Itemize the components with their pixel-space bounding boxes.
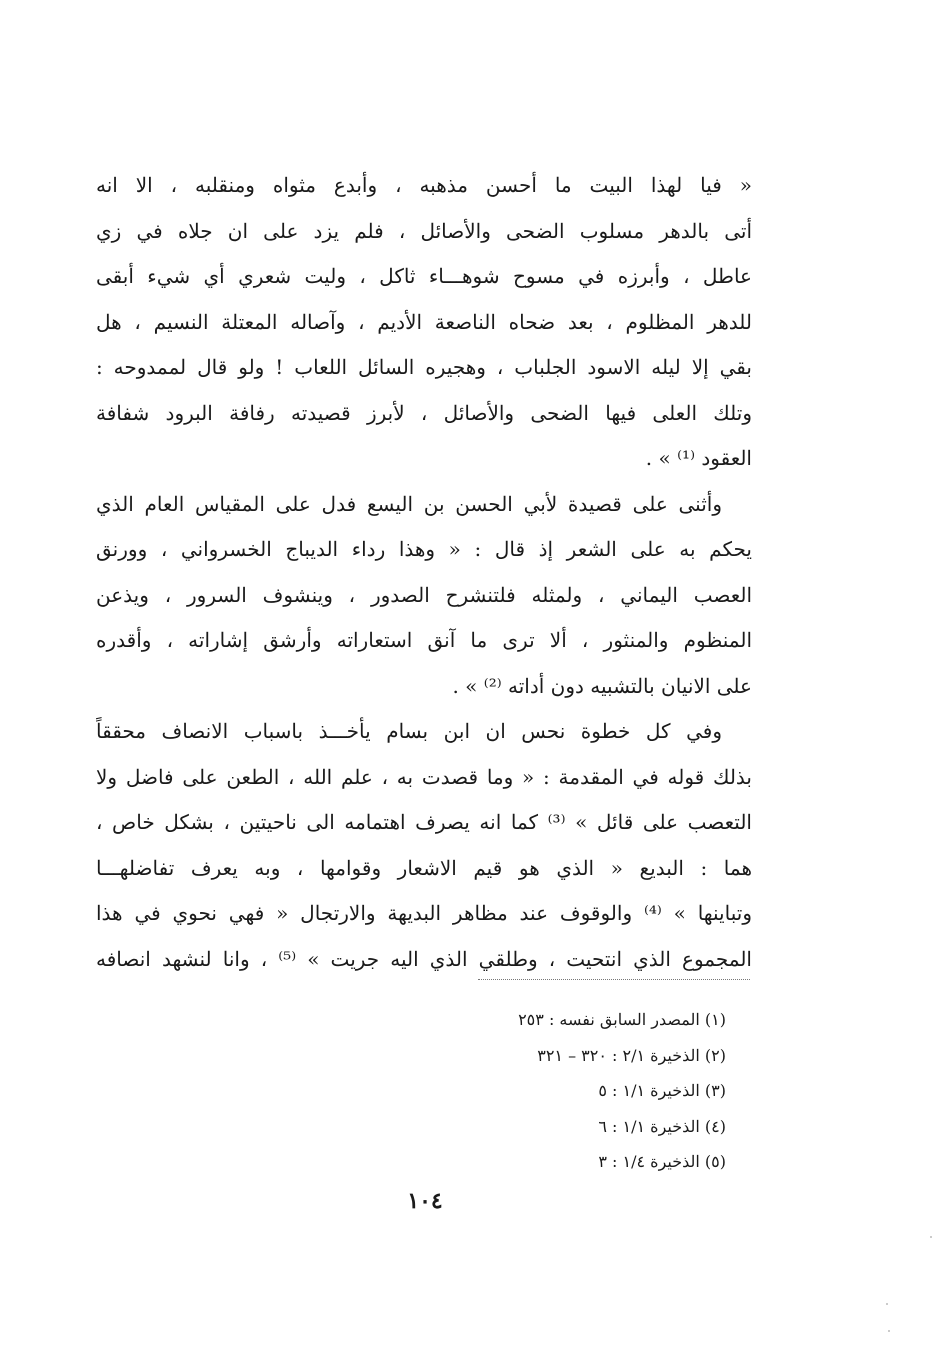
body-line-5: بقي إلا ليله الاسود الجلباب ، وهجيره السائل اللعاب ! ولو قال لممدوحه : — [96, 355, 752, 379]
footnote-divider — [478, 979, 750, 980]
footnote-3: (٣) الذخيرة ١/١ : ٥ — [598, 1081, 726, 1100]
body-line-12: على الانيان بالتشبيه دون أداته ⁽²⁾ » . — [452, 673, 752, 698]
footnotes — [426, 1002, 726, 1180]
footnote-1: (١) المصدر السابق نفسه : ٢٥٣ — [518, 1010, 726, 1029]
footnote-5: (٥) الذخيرة ١/٤ : ٣ — [598, 1152, 726, 1171]
body-line-16: هما : البديع « الذي هو قيم الاشعار وقوامها ، وبه يعرف تفاضلهـــا — [96, 855, 752, 880]
body-line-13: وفي كل خطوة نحس ان ابن بسام يأخـــذ باسباب الانصاف محققاً — [96, 719, 722, 743]
body-text — [96, 163, 752, 982]
body-line-17: وتباينها » ⁽⁴⁾ والوقوف عند مظاهر البديهة والارتجال « فهي نحوي في هذا — [96, 901, 752, 925]
body-line-1: « فيا لهذا البيت ما أحسن مذهبه ، وأبدع مثواه ومنقلبه ، الا انه — [96, 173, 752, 197]
footnote-4: (٤) الذخيرة ١/١ : ٦ — [598, 1116, 726, 1136]
body-line-6: وتلك العلى فيها الضحى والأصائل ، لأبرز قصيدته رفافة البرود شفافة — [96, 400, 752, 425]
body-line-9: يحكم به على الشعر إذ قال : « وهذا رداء الديباج الخسرواني ، وورنق — [96, 537, 752, 561]
body-line-7: العقود ⁽¹⁾ » . — [645, 446, 752, 470]
page-number: ١٠٤ — [407, 1188, 443, 1214]
body-line-15: التعصب على قائل » ⁽³⁾ كما انه يصرف اهتمامه الى ناحيتين ، بشكل خاص ، — [96, 810, 752, 834]
body-line-18: المجموع الذي انتحيت ، وطلقي الذي اليه جريت » ⁽⁵⁾ ، وانا لنشهد انصافه — [96, 946, 752, 971]
scan-speck — [886, 1303, 888, 1305]
scan-speck — [930, 1236, 932, 1238]
body-line-3: عاطل ، وأبرزه في مسوح شوهـــاء ثاكل ، وليت شعري أي شيء أبقى — [96, 264, 752, 288]
body-line-11: المنظوم والمنثور ، ألا ترى ما آنق استعاراته وأرشق إشاراته ، وأقدره — [96, 628, 752, 652]
body-line-8: وأثنى على قصيدة لأبي الحسن بن اليسع فدل على المقياس العام الذي — [96, 491, 722, 516]
scan-speck — [888, 1330, 890, 1332]
body-line-4: للدهر المظلوم ، بعد ضحاه الناصعة الأديم ، وآصاله المعتلة النسيم ، هل — [96, 309, 752, 334]
footnote-2: (٢) الذخيرة ٢/١ : ٣٢٠ – ٣٢١ — [537, 1045, 726, 1065]
body-line-14: بذلك قوله في المقدمة : « وما قصدت به ، علم الله ، الطعن على فاضل ولا — [96, 764, 752, 789]
body-line-2: أتى بالدهر مسلوب الضحى والأصائل ، فلم يزد على ان جلاه في زي — [96, 218, 752, 243]
body-line-10: العصب اليماني ، ولمثله فلتنشرح الصدور ، وينشوف السرور ، ويذعن — [96, 582, 752, 607]
